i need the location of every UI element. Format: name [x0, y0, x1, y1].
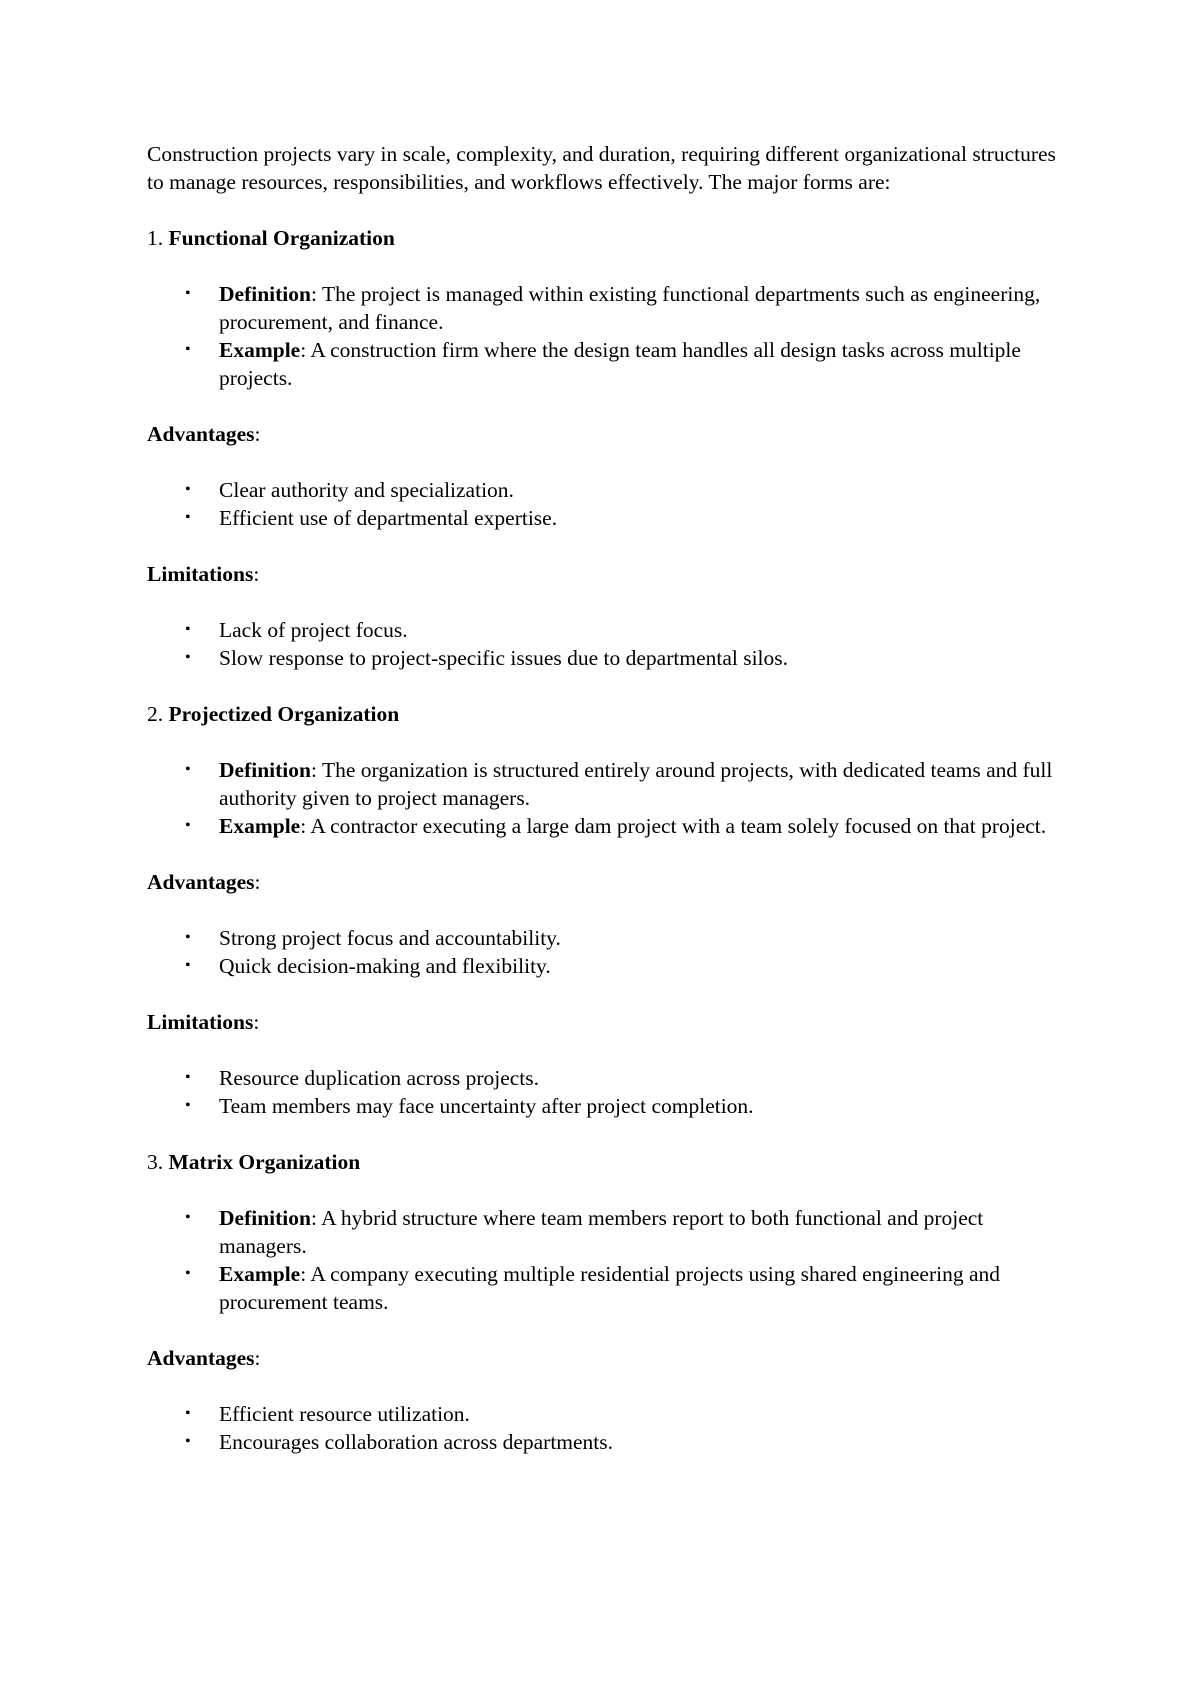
list-item: • Efficient resource utilization.: [185, 1402, 470, 1426]
list-item: • Example: A construction firm where the design team handles all design tasks across multiple projects.: [185, 338, 1021, 390]
section-title: Matrix Organization: [168, 1150, 361, 1174]
example-text: A company executing multiple residential projects using shared engineering and procurement teams.: [219, 1262, 1001, 1314]
bullet-icon: •: [185, 1433, 191, 1450]
advantages-heading: Advantages:: [147, 1346, 261, 1370]
definition-text: The project is managed within existing functional departments such as engineering, procurement, and finance.: [219, 282, 1041, 334]
example-text: A contractor executing a large dam project with a team solely focused on that project.: [310, 814, 1047, 838]
bullet-icon: •: [185, 1405, 191, 1422]
list-item: • Team members may face uncertainty after project completion.: [185, 1094, 754, 1118]
definition-list: [147, 280, 1067, 392]
section-heading: [147, 700, 1067, 728]
limitations-list: [147, 616, 1067, 672]
list-item: • Definition: A hybrid structure where team members report to both functional and project managers.: [185, 1206, 984, 1258]
example-text: A construction firm where the design team handles all design tasks across multiple projects.: [219, 338, 1021, 390]
bullet-icon: •: [185, 1265, 191, 1282]
list-item: • Example: A company executing multiple residential projects using shared engineering and procurement teams.: [185, 1262, 1001, 1314]
section-number: 3.: [147, 1150, 164, 1174]
bullet-icon: •: [185, 1069, 191, 1086]
limitations-heading: Limitations:: [147, 562, 260, 586]
list-item: • Quick decision-making and flexibility.: [185, 954, 551, 978]
advantages-list: [147, 924, 1067, 980]
section-number: 2.: [147, 702, 164, 726]
section-title: Functional Organization: [168, 226, 395, 250]
definition-label: Definition: [219, 282, 311, 306]
section-heading: [147, 1148, 1067, 1176]
section-number: 1.: [147, 226, 164, 250]
advantages-heading: Advantages:: [147, 870, 261, 894]
example-label: Example: [219, 338, 301, 362]
limitations-heading: Limitations:: [147, 1010, 260, 1034]
list-item: • Definition: The organization is structured entirely around projects, with dedicated teams and full authority given to project managers.: [185, 758, 1053, 810]
definition-text: A hybrid structure where team members report to both functional and project managers.: [219, 1206, 984, 1258]
bullet-icon: •: [185, 1209, 191, 1226]
bullet-icon: •: [185, 649, 191, 666]
list-item: • Strong project focus and accountability.: [185, 926, 561, 950]
example-label: Example: [219, 814, 301, 838]
bullet-icon: •: [185, 761, 191, 778]
example-label: Example: [219, 1262, 301, 1286]
list-item: • Encourages collaboration across departments.: [185, 1430, 614, 1454]
limitations-list: [147, 1064, 1067, 1120]
list-item: • Clear authority and specialization.: [185, 478, 514, 502]
list-item: • Example: A contractor executing a large dam project with a team solely focused on that project.: [185, 814, 1047, 838]
bullet-icon: •: [185, 285, 191, 302]
intro-paragraph: Construction projects vary in scale, complexity, and duration, requiring different organizational structures to manage resources, responsibilities, and workflows effectively. The major forms are:: [147, 142, 1056, 194]
advantages-list: [147, 1400, 1067, 1456]
bullet-icon: •: [185, 509, 191, 526]
definition-text: The organization is structured entirely around projects, with dedicated teams and full authority given to project managers.: [219, 758, 1053, 810]
section-heading: [147, 224, 1067, 252]
definition-list: [147, 1204, 1067, 1316]
document-page: [147, 140, 1067, 1484]
advantages-list: [147, 476, 1067, 532]
bullet-icon: •: [185, 1097, 191, 1114]
advantages-heading: Advantages:: [147, 422, 261, 446]
list-item: • Efficient use of departmental expertise.: [185, 506, 558, 530]
list-item: • Lack of project focus.: [185, 618, 408, 642]
bullet-icon: •: [185, 341, 191, 358]
definition-list: [147, 756, 1067, 840]
bullet-icon: •: [185, 929, 191, 946]
definition-label: Definition: [219, 758, 311, 782]
list-item: • Slow response to project-specific issues due to departmental silos.: [185, 646, 789, 670]
definition-label: Definition: [219, 1206, 311, 1230]
bullet-icon: •: [185, 621, 191, 638]
list-item: • Resource duplication across projects.: [185, 1066, 540, 1090]
bullet-icon: •: [185, 817, 191, 834]
section-title: Projectized Organization: [168, 702, 400, 726]
bullet-icon: •: [185, 957, 191, 974]
list-item: • Definition: The project is managed within existing functional departments such as engineering, procurement, and finance.: [185, 282, 1041, 334]
bullet-icon: •: [185, 481, 191, 498]
